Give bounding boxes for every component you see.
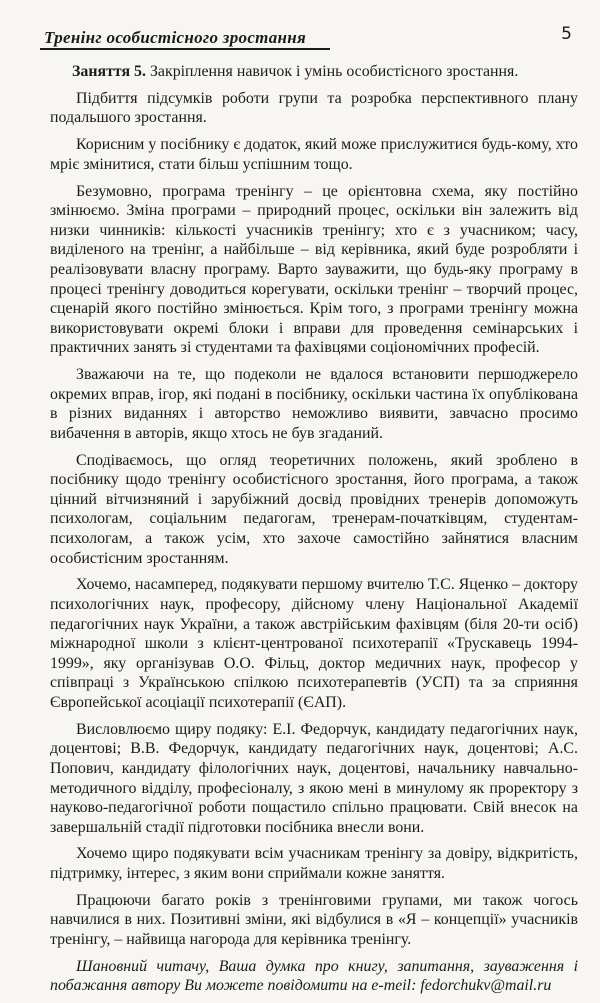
lesson-label: Заняття 5. xyxy=(72,63,146,80)
lesson-text: Закріплення навичок і умінь особистісного зростання. xyxy=(145,63,519,80)
paragraph-hope: Сподіваємось, що огляд теоретичних положень, який зроблено в посібнику щодо тренінгу особистісного зростання, його програма, а також цінний вітчизняний і зарубіжний досвід провідних тренерів допоможуть психологам, соціальним педагогам, тренерам-початківцям, студентам-психологам, а також усім, хто захоче самостійно зайнятися власним особистісним зростанням. xyxy=(50,451,578,567)
paragraph-thanks-colleagues: Висловлюємо щиру подяку: Е.І. Федорчук, кандидату педагогічних наук, доцентові; В.В. Федорчук, кандидату педагогічних наук, доцентові; А.С. Попович, кандидату філологічних наук, доцентові, начальнику навчально-методичного відділу, професіоналу, з якою мені в минулому як проректору з науково-педагогічної роботи пощастило спільно працювати. Свій внесок на завершальній стадії підготовки посібника внесли вони. xyxy=(50,720,578,836)
paragraph-summary: Підбиття підсумків роботи групи та розробка перспективного плану подальшого зростання. xyxy=(50,89,578,127)
paragraph-groups: Працюючи багато років з тренінговими групами, ми також чогось навчилися в них. Позитивні зміни, які відбулися в «Я – концепції» учасників тренінгу, – найвища нагорода для керівника тренінгу. xyxy=(50,891,578,949)
page-number: 5 xyxy=(561,24,572,44)
paragraph-program: Безумовно, програма тренінгу – це орієнтовна схема, яку постійно змінюємо. Зміна програми – природний процес, оскільки він залежить від низки чинників: кількості учасників тренінгу; хто є з учасником; часу, виділеного на тренінг, а найбільше – від керівника, який буде розробляти і реалізовувати власну програму. Варто зауважити, що будь-яку програму в процесі тренінгу доводиться корегувати, оскільки тренінг – творчий процес, сценарій якого постійно змінюється. Крім того, з програми тренінгу можна використовувати окремі блоки і вправи для проведення семінарських і практичних занять зі студентами та фахівцями соціономічних професій. xyxy=(50,182,578,357)
paragraph-thanks-teacher: Хочемо, насамперед, подякувати першому вчителю Т.С. Яценко – доктору психологічних наук, професору, дійсному члену Національної Академії педагогічних наук України, а також австрійським фахівцям (біля 20-ти осіб) міжнародної школи з клієнт-центрованої психотерапії «Трускавець 1994-1999», яку організував О.О. Фільц, доктор медичних наук, професор у співпраці з Українською спілкою психотерапевтів (УСП) та за сприяння Європейської асоціації психотерапії (ЄАП). xyxy=(50,576,578,711)
paragraph-appendix: Корисним у посібнику є додаток, який може прислужитися будь-кому, хто мріє змінитися, стати більш успішним тощо. xyxy=(50,136,578,173)
header-rule xyxy=(40,48,330,50)
lesson-paragraph xyxy=(50,62,578,82)
page-body xyxy=(50,62,578,1003)
page-header xyxy=(20,22,580,54)
paragraph-sources: Зважаючи на те, що подеколи не вдалося встановити першоджерело окремих вправ, ігор, які подані в посібнику, оскільки частина їх опублікована в різних виданнях і авторство неможливо виявити, завчасно просимо вибачення в авторів, якщо хтось не був згаданий. xyxy=(50,366,578,442)
closing-note: Шановний читачу, Ваша думка про книгу, запитання, зауваження і побажання автору Ви можете повідомити на e-meil: fedorchukv@mail.ru xyxy=(50,957,578,995)
paragraph-thanks-participants: Хочемо щиро подякувати всім учасникам тренінгу за довіру, відкритість, підтримку, інтерес, з яким вони сприймали кожне заняття. xyxy=(50,845,578,883)
running-title: Тренінг особистісного зростання xyxy=(44,28,307,47)
